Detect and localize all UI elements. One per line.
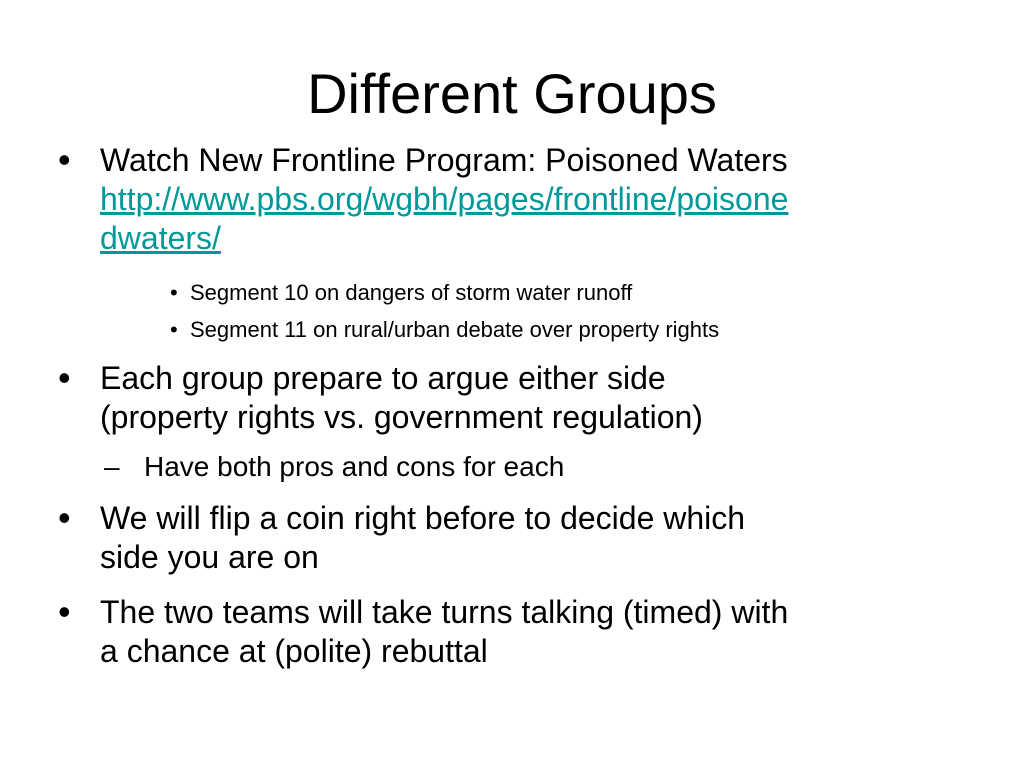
bullet-2-line-2: (property rights vs. government regulation) <box>100 399 703 435</box>
sub-bullet-1-marker: • <box>170 280 178 305</box>
sub-bullet-segment-11: Segment 11 on rural/urban debate over property rights <box>190 317 720 342</box>
dash-marker: – <box>104 451 120 482</box>
bullet-4-line-1: The two teams will take turns talking (timed) with <box>100 594 789 630</box>
bullet-4-marker: • <box>58 591 71 632</box>
slide-title: Different Groups <box>307 62 717 125</box>
poisoned-waters-link-continued[interactable]: dwaters/ <box>100 220 221 256</box>
bullet-2-marker: • <box>58 357 71 398</box>
bullet-3-marker: • <box>58 497 71 538</box>
dash-item-pros-cons: Have both pros and cons for each <box>144 451 565 482</box>
poisoned-waters-link[interactable]: http://www.pbs.org/wgbh/pages/frontline/poisone <box>100 181 789 217</box>
sub-bullet-2-marker: • <box>170 317 178 342</box>
bullet-3-line-1: We will flip a coin right before to decide which <box>100 500 746 536</box>
bullet-1-text: Watch New Frontline Program: Poisoned Waters <box>100 142 788 178</box>
bullet-2-line-1: Each group prepare to argue either side <box>100 360 666 396</box>
sub-bullet-segment-10: Segment 10 on dangers of storm water runoff <box>190 280 633 305</box>
bullet-4-line-2: a chance at (polite) rebuttal <box>100 633 488 669</box>
bullet-1-marker: • <box>58 139 71 180</box>
bullet-3-line-2: side you are on <box>100 539 319 575</box>
